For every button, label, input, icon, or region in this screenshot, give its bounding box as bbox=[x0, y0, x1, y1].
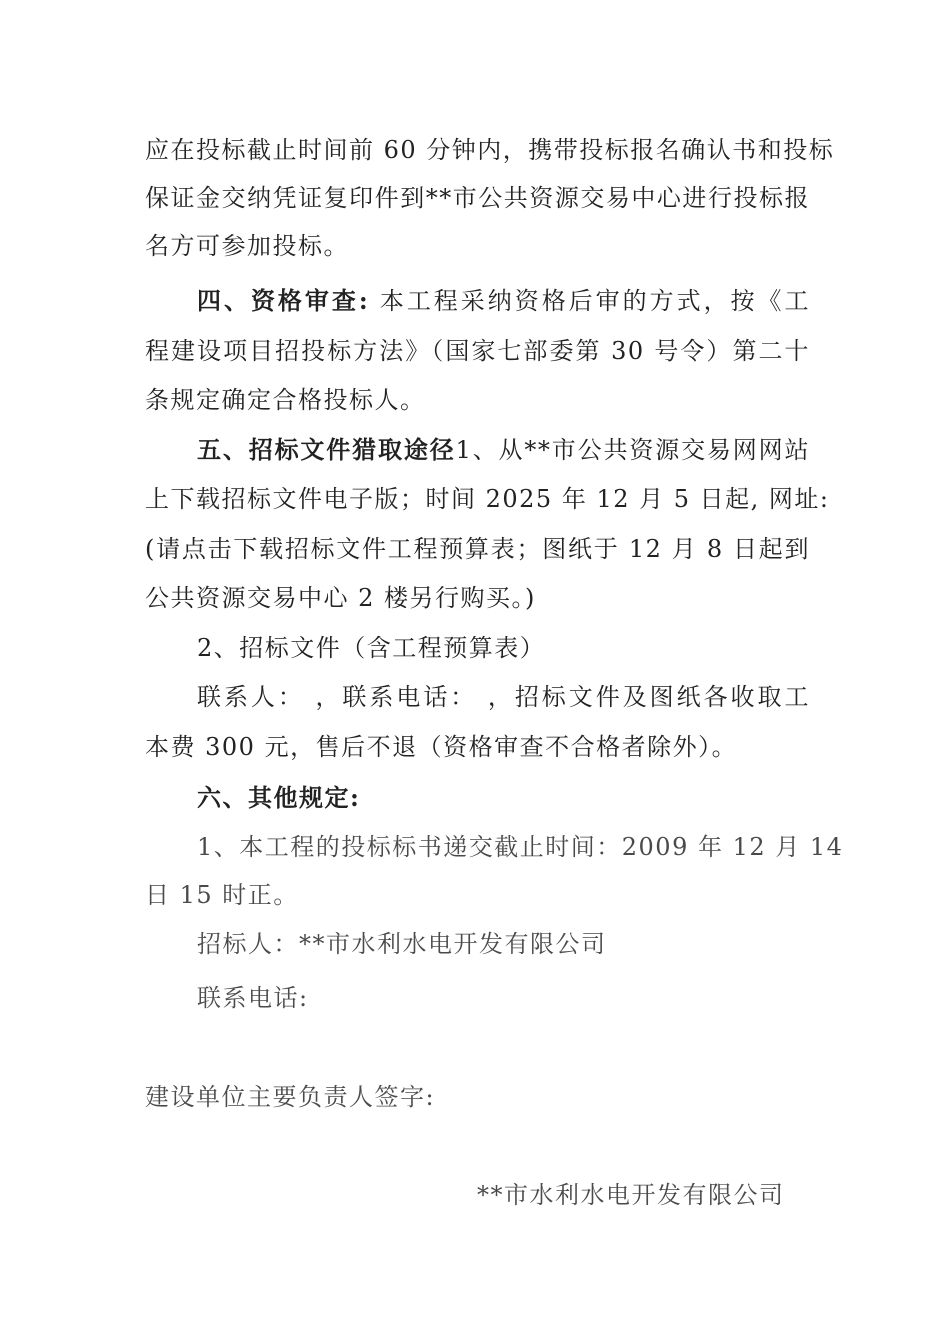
paragraph-line: 程建设项目招投标方法》（国家七部委第 30 号令）第二十 bbox=[145, 337, 810, 365]
section-5-first-line bbox=[197, 434, 810, 466]
paragraph-line: 日 15 时正。 bbox=[145, 881, 299, 909]
signature-label: 建设单位主要负责人签字: bbox=[145, 1083, 436, 1111]
paragraph-line: 上下载招标文件电子版；时间 2025 年 12 月 5 日起, 网址: bbox=[145, 485, 830, 513]
paragraph-line: 条规定确定合格投标人。 bbox=[145, 386, 426, 414]
phone-line: 联系电话: bbox=[197, 984, 309, 1012]
tenderer-line: 招标人：**市水利水电开发有限公司 bbox=[197, 930, 607, 958]
section-5-text: 1、从**市公共资源交易网网站 bbox=[455, 436, 810, 464]
paragraph-line: 2、招标文件（含工程预算表） bbox=[197, 634, 546, 662]
paragraph-line: 1、本工程的投标标书递交截止时间：2009 年 12 月 14 bbox=[197, 833, 844, 861]
section-4-heading: 四、资格审查: bbox=[197, 286, 370, 315]
section-4-first-line bbox=[197, 285, 810, 317]
section-5-heading: 五、招标文件猎取途径 bbox=[197, 435, 456, 464]
paragraph-line: 应在投标截止时间前 60 分钟内，携带投标报名确认书和投标 bbox=[145, 136, 835, 164]
paragraph-line: 名方可参加投标。 bbox=[145, 232, 349, 260]
paragraph-line: 保证金交纳凭证复印件到**市公共资源交易中心进行投标报 bbox=[145, 184, 810, 212]
paragraph-line: 本费 300 元，售后不退（资格审查不合格者除外）。 bbox=[145, 733, 738, 761]
section-6-heading: 六、其他规定: bbox=[197, 783, 361, 812]
section-4-text: 本工程采纳资格后审的方式，按《工 bbox=[379, 287, 811, 315]
company-signature: **市水利水电开发有限公司 bbox=[477, 1181, 785, 1209]
paragraph-line: (请点击下载招标文件工程预算表；图纸于 12 月 8 日起到 bbox=[145, 535, 810, 563]
paragraph-line: 公共资源交易中心 2 楼另行购买。) bbox=[145, 584, 536, 612]
paragraph-line: 联系人： ，联系电话： ，招标文件及图纸各收取工 bbox=[197, 683, 810, 711]
